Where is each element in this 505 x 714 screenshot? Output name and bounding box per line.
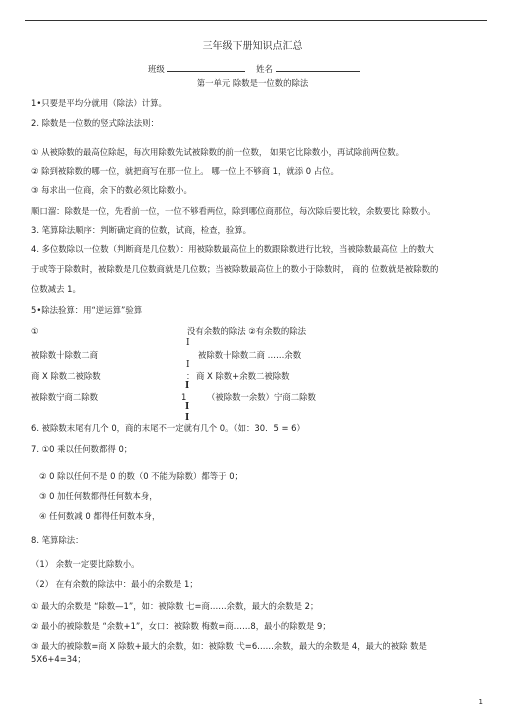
- verify-r1-right: 被除数十除数二商 ……余数: [198, 350, 302, 360]
- rule-line-13: ② 0 除以任何不是 0 的数（0 不能为除数）都等于 0；: [39, 471, 243, 481]
- verify-bar: I: [185, 402, 190, 412]
- verify-r1-left: 被除数十除数二商: [31, 350, 98, 360]
- verify-r3-left: 被除数宁商二除数: [31, 392, 98, 402]
- rule-line-14: ③ 0 加任何数都得任何数本身，: [39, 491, 158, 501]
- rule-line-7: 4. 多位数除以一位数（判断商是几位数）：用被除数最高位上的数跟除数进行比较，当被除数最高位 上的数大: [31, 244, 434, 254]
- header-rule: [25, 20, 487, 21]
- verify-bar: I: [185, 381, 190, 391]
- rule-line-1: 1•只要是平均分就用（除法）计算。: [31, 98, 167, 108]
- rule-line-22: 5X6+4=34；: [31, 654, 86, 664]
- rule-line-15: ④ 任何数减 0 都得任何数本身，: [39, 511, 161, 521]
- verify-bar: I: [186, 360, 190, 370]
- rule-line-16: 8. 笔算除法：: [31, 535, 84, 545]
- verify-r3-right: （被除数一余数）宁商二除数: [207, 392, 316, 402]
- class-blank: [167, 62, 245, 72]
- rule-line-21: ③ 最大的被除数=商 X 除数+最大的余数，如：被除数 弋=6……余数，最大的余数是 4，最大的被除 数是: [31, 641, 427, 651]
- unit-title: 第一单元 除数是一位数的除法: [196, 78, 309, 88]
- rule-line-3: ① 从被除数的最高位除起，每次用除数先试被除数的前一位数， 如果它比除数小，再试除前两位数。: [31, 147, 404, 157]
- name-label: 姓名: [256, 64, 273, 74]
- page-number: 1: [478, 698, 483, 706]
- verify-r2-right: 商 X 除数+余数二被除数: [196, 371, 290, 381]
- verify-circle-1: ①: [31, 326, 39, 336]
- rule-line-19: ① 最大的余数是 “除数—1”，如：被除数 七=商……余数，最大的余数是 2；: [31, 601, 319, 611]
- rule-line-10: 5•除法验算：用“逆运算”验算: [31, 305, 143, 315]
- student-info-row: [148, 62, 360, 75]
- document-title: 三年级下册知识点汇总: [202, 41, 303, 52]
- rule-line-4: ② 除到被除数的哪一位，就把商写在那一位上。 哪一位上不够商 1，就添 0 占位。: [31, 166, 339, 176]
- rule-line-8: 于或等于除数时，被除数是几位数商就是几位数；当被除数最高位上的数小于除数时， 商的 位数就是被除数的: [31, 264, 439, 274]
- rule-line-9: 位数减去 1。: [31, 284, 81, 294]
- verify-r2-left: 商 X 除数二被除数: [31, 371, 101, 381]
- verify-bar: I: [186, 338, 190, 348]
- rule-line-12: 7. ①0 乘以任何数都得 0；: [31, 444, 133, 454]
- verify-r3-mid: 1: [181, 392, 187, 402]
- rule-line-6: 3. 笔算除法顺序：判断确定商的位数，试商，检查，验算。: [31, 225, 252, 235]
- verify-bar: I: [185, 413, 190, 423]
- rhyme-line: 顺口溜：除数是一位，先看前一位，一位不够看两位，除到哪位商那位，每次除后要比较，余数要比 除数小。: [31, 206, 436, 216]
- class-label: 班级: [148, 64, 165, 74]
- rule-line-5: ③ 每求出一位商，余下的数必须比除数小。: [31, 185, 192, 195]
- verify-col-headers: 没有余数的除法 ②有余数的除法: [187, 326, 307, 336]
- rule-line-11: 6. 被除数末尾有几个 0，商的末尾不一定就有几个 0。（如：30．5 = 6）: [31, 423, 305, 433]
- name-blank: [276, 62, 360, 72]
- rule-line-20: ② 最小的被除数是 “余数+1”，女口：被除数 梅数=商……8，最小的除数是 9；: [31, 621, 331, 631]
- verify-r2-mid: ：: [186, 371, 195, 381]
- rule-line-2: 2. 除数是一位数的竖式除法法则：: [31, 118, 159, 128]
- rule-line-18: （2） 在有余数的除法中：最小的余数是 1；: [31, 579, 198, 589]
- rule-line-17: （1） 余数一定要比除数小。: [31, 559, 140, 569]
